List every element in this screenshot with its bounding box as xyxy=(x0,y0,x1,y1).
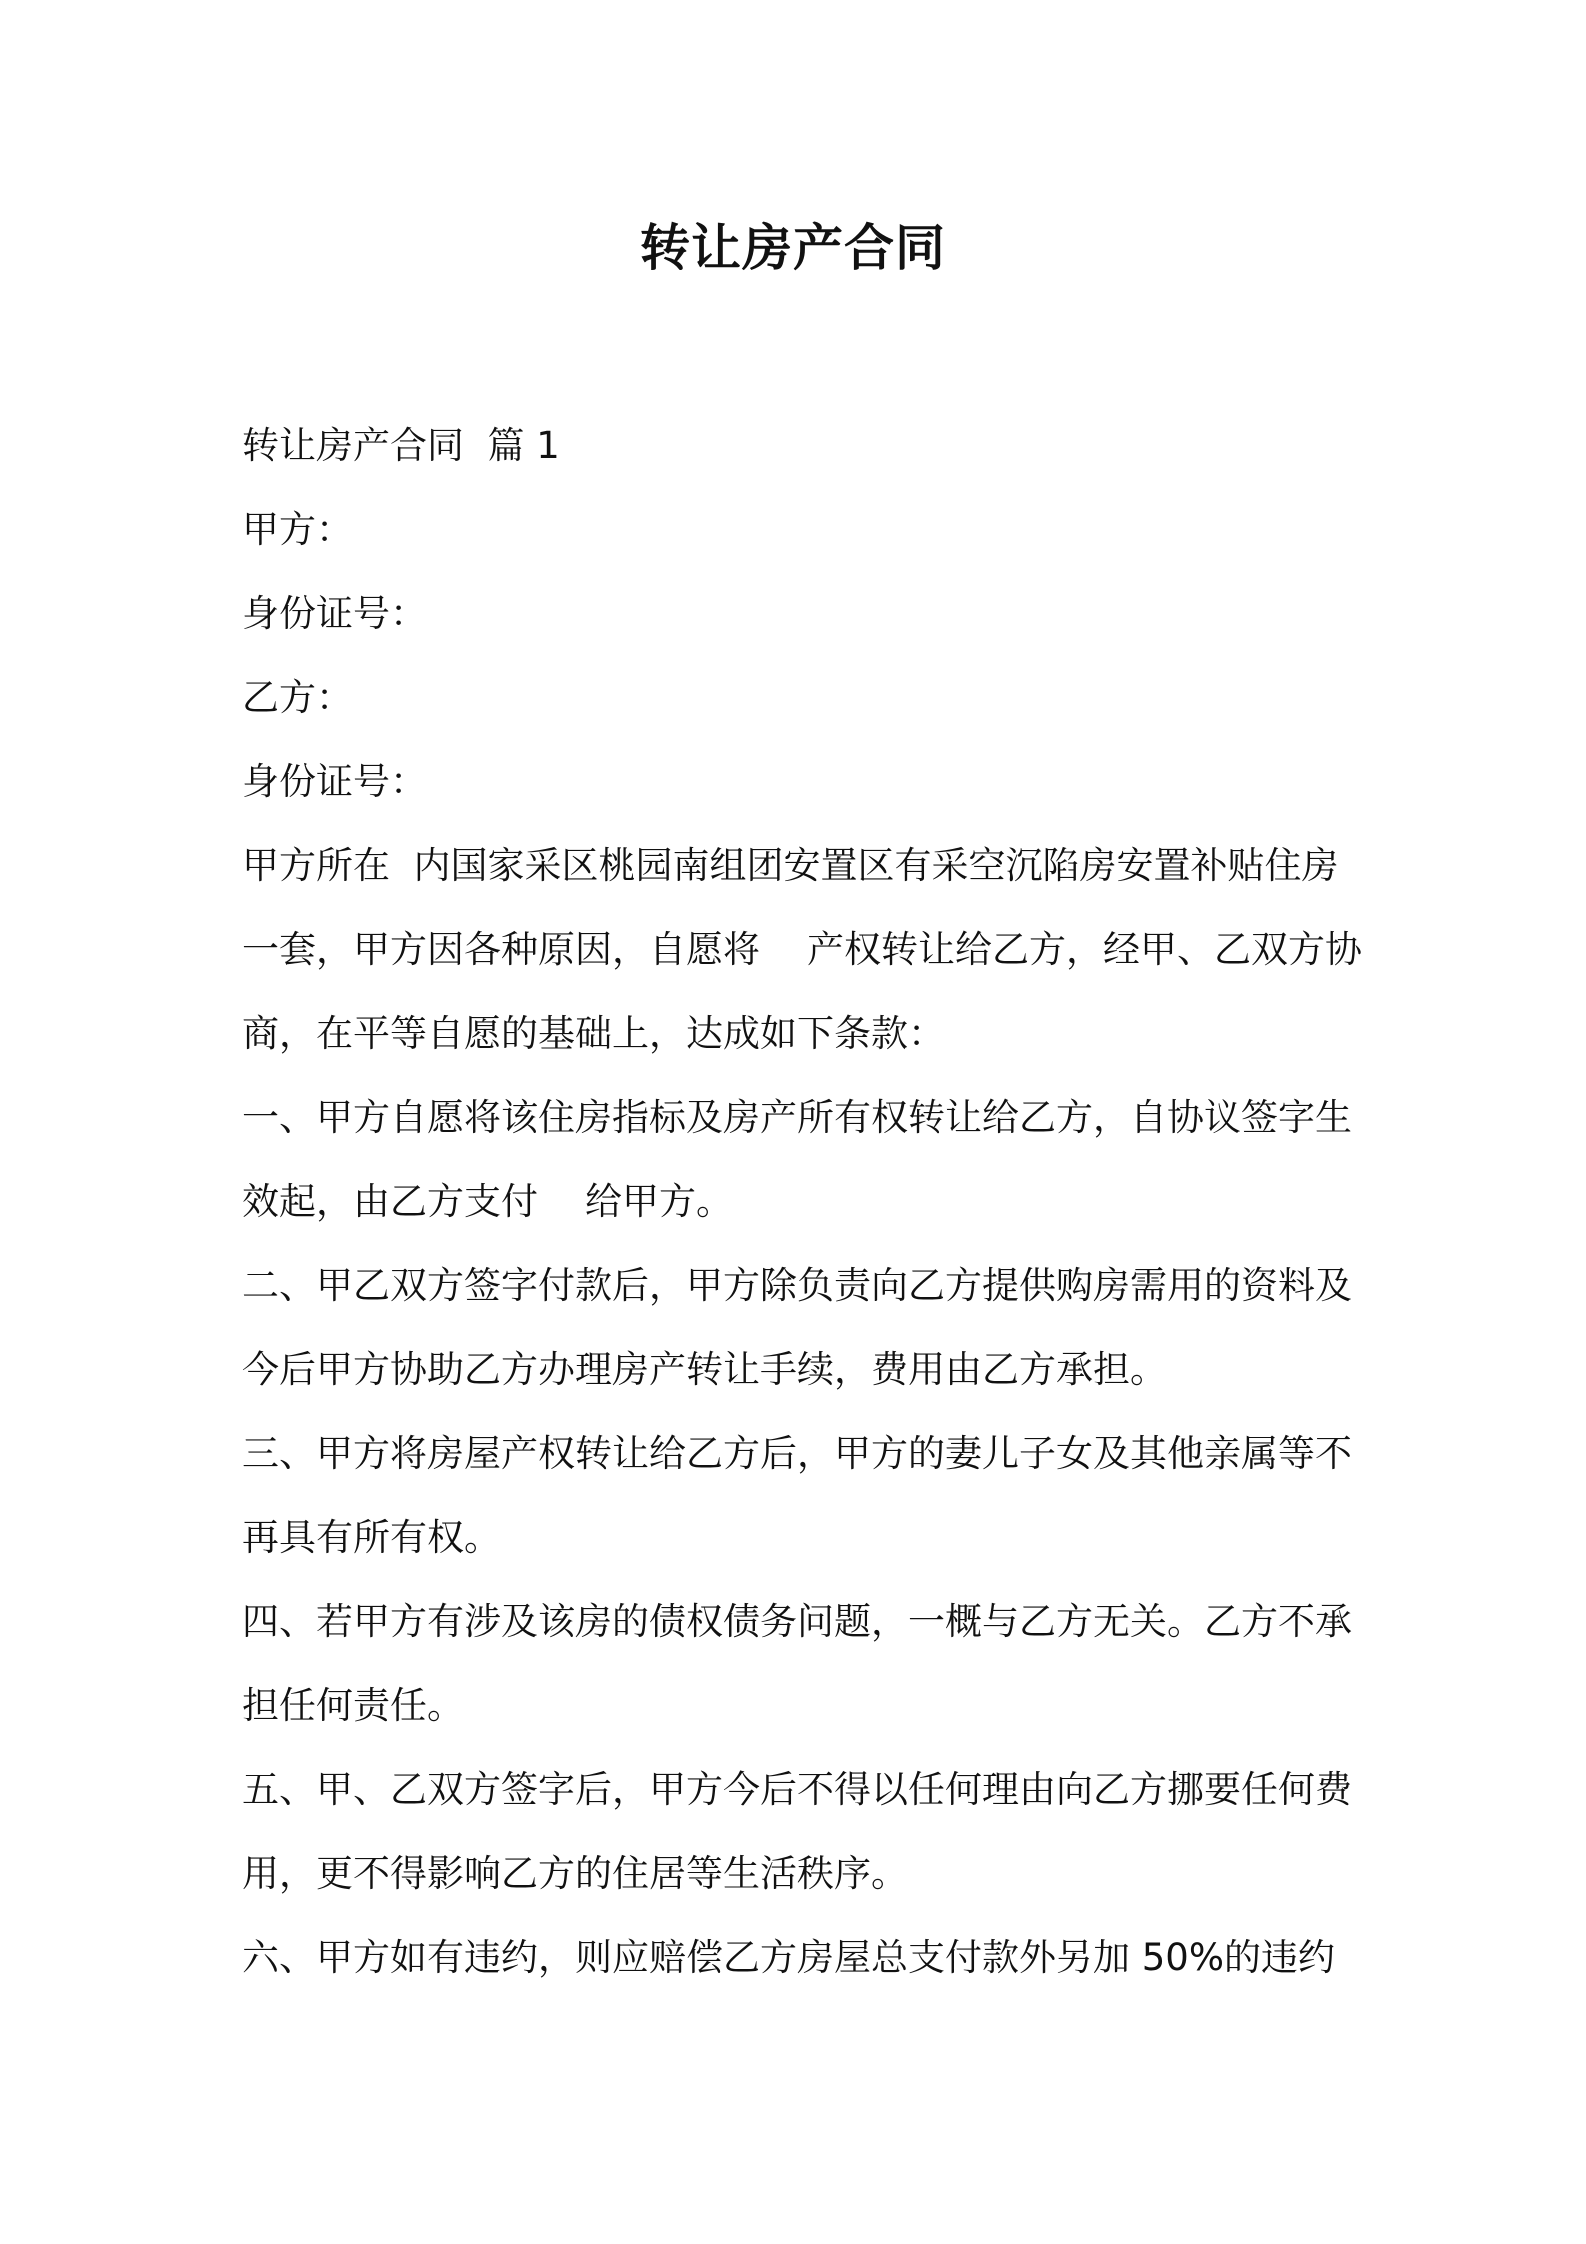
party-b-label: 乙方： xyxy=(242,676,353,719)
clause-5-line-1: 五、甲、乙双方签字后，甲方今后不得以任何理由向乙方挪要任何费 xyxy=(242,1768,1352,1811)
clause-4-line-2: 担任何责任。 xyxy=(242,1684,464,1727)
clause-1-line-2: 效起，由乙方支付 给甲方。 xyxy=(242,1180,734,1223)
intro-line-2: 一套，甲方因各种原因，自愿将 产权转让给乙方，经甲、乙双方协 xyxy=(242,928,1362,971)
clause-2-line-1: 二、甲乙双方签字付款后，甲方除负责向乙方提供购房需用的资料及 xyxy=(242,1264,1352,1307)
party-a-id-label: 身份证号： xyxy=(242,592,427,635)
party-b-id-label: 身份证号： xyxy=(242,760,427,803)
clause-6-line-1: 六、甲方如有违约，则应赔偿乙方房屋总支付款外另加 50%的违约 xyxy=(242,1936,1335,1979)
clause-5-line-2: 用，更不得影响乙方的住居等生活秩序。 xyxy=(242,1852,908,1895)
intro-line-3: 商，在平等自愿的基础上，达成如下条款： xyxy=(242,1012,945,1055)
document-body xyxy=(242,404,1362,2000)
document-title: 转让房产合同 xyxy=(640,219,946,277)
clause-2-line-2: 今后甲方协助乙方办理房产转让手续，费用由乙方承担。 xyxy=(242,1348,1167,1391)
clause-4-line-1: 四、若甲方有涉及该房的债权债务问题，一概与乙方无关。乙方不承 xyxy=(242,1600,1352,1643)
clause-3-line-1: 三、甲方将房屋产权转让给乙方后，甲方的妻儿子女及其他亲属等不 xyxy=(242,1432,1352,1475)
intro-line-1: 甲方所在 内国家采区桃园南组团安置区有采空沉陷房安置补贴住房 xyxy=(242,844,1339,887)
section-heading: 转让房产合同 篇 1 xyxy=(242,424,560,467)
party-a-label: 甲方： xyxy=(242,508,353,551)
clause-1-line-1: 一、甲方自愿将该住房指标及房产所有权转让给乙方，自协议签字生 xyxy=(242,1096,1352,1139)
clause-3-line-2: 再具有所有权。 xyxy=(242,1516,501,1559)
